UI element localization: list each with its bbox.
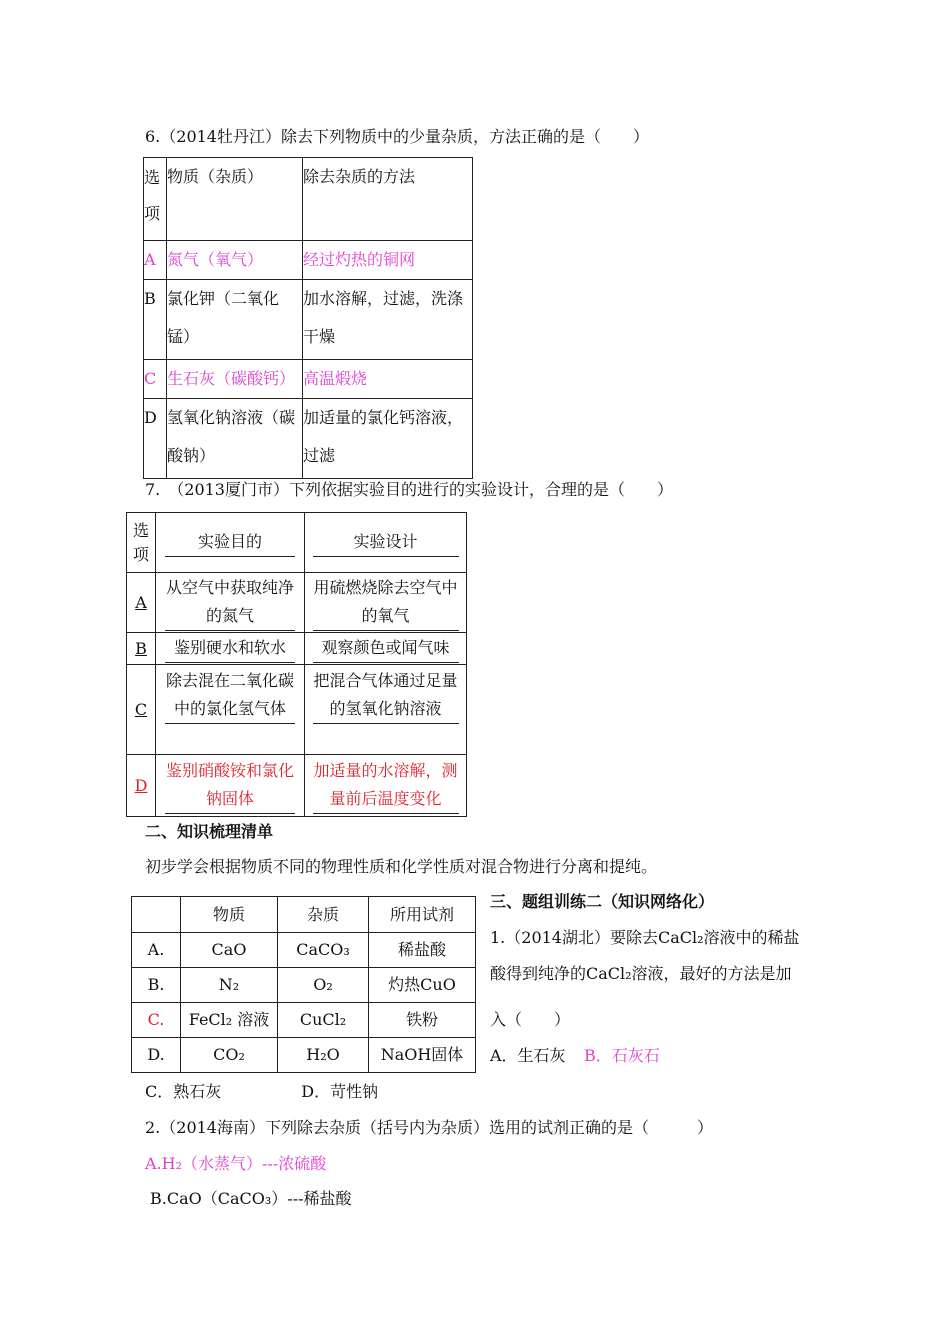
t3-row-b-impurity: O₂ [278, 968, 369, 1003]
s3-q1-option-a: A．生石灰 [490, 1046, 566, 1065]
t3-header-impurity: 杂质 [278, 897, 369, 933]
q7-row-c-purpose: 除去混在二氧化碳中的氯化氢气体 [165, 665, 295, 724]
q7-header-option: 选项 [127, 513, 156, 573]
q7-title: 7. （2013厦门市）下列依据实验目的进行的实验设计，合理的是（ ） [145, 480, 673, 499]
t3-row-d-substance: CO₂ [181, 1038, 278, 1073]
section3-heading: 三、题组训练二（知识网络化） [490, 892, 715, 911]
s3-q1-line2: 酸得到纯净的CaCl₂溶液，最好的方法是加 [490, 964, 792, 983]
q7-table [126, 512, 467, 817]
t3-header-substance: 物质 [181, 897, 278, 933]
t3-row-c-substance: FeCl₂ 溶液 [181, 1003, 278, 1038]
q7-row-c-option: C [134, 699, 148, 719]
t3-row-b-substance: N₂ [181, 968, 278, 1003]
q7-row-a-design: 用硫燃烧除去空气中的氧气 [313, 574, 459, 631]
s3-q1-line1: 1.（2014湖北）要除去CaCl₂溶液中的稀盐 [490, 928, 800, 947]
q2-option-b: B.CaO（CaCO₃）---稀盐酸 [150, 1189, 352, 1208]
q6-row-d-method: 加适量的氯化钙溶液，过滤 [303, 399, 473, 479]
s3-q1-option-cd: C．熟石灰 D．苛性钠 [145, 1082, 379, 1101]
q6-row-b-option: B [144, 280, 167, 360]
q6-header-method: 除去杂质的方法 [303, 158, 473, 241]
q6-row-c-method: 高温煅烧 [303, 360, 473, 399]
q7-row-d-design: 加适量的水溶解，测量前后温度变化 [313, 757, 459, 814]
s3-q1-line3: 入（ ） [490, 1010, 571, 1029]
q7-header-design: 实验设计 [313, 528, 459, 557]
q6-header-substance: 物质（杂质） [167, 158, 303, 241]
q7-row-b-design: 观察颜色或闻气味 [313, 634, 459, 663]
section2-heading: 二、知识梳理清单 [145, 822, 274, 841]
q7-row-c-design: 把混合气体通过足量的氢氧化钠溶液 [313, 665, 459, 724]
q6-row-d-option: D [144, 399, 167, 479]
t3-row-c-option: C. [132, 1003, 181, 1038]
t3-row-c-impurity: CuCl₂ [278, 1003, 369, 1038]
t3-row-a-impurity: CaCO₃ [278, 933, 369, 968]
t3-row-a-substance: CaO [181, 933, 278, 968]
q2-title: 2.（2014海南）下列除去杂质（括号内为杂质）选用的试剂正确的是（ ） [145, 1118, 713, 1137]
t3-row-c-reagent: 铁粉 [369, 1003, 476, 1038]
q6-row-a-substance: 氮气（氧气） [167, 241, 303, 280]
section2-text: 初步学会根据物质不同的物理性质和化学性质对混合物进行分离和提纯。 [145, 857, 658, 876]
q7-row-d-option: D [134, 775, 148, 795]
t3-header-blank [132, 897, 181, 933]
q6-row-b-substance: 氯化钾（二氧化锰） [167, 280, 303, 360]
t3-row-d-option: D. [132, 1038, 181, 1073]
q7-row-d-purpose: 鉴别硝酸铵和氯化钠固体 [165, 757, 295, 814]
q7-row-a-purpose: 从空气中获取纯净的氮气 [165, 574, 295, 631]
q6-row-c-substance: 生石灰（碳酸钙） [167, 360, 303, 399]
q6-header-option: 选项 [144, 158, 167, 241]
t3-row-a-option: A. [132, 933, 181, 968]
q6-row-a-method: 经过灼热的铜网 [303, 241, 473, 280]
q7-row-a-option: A [135, 592, 147, 612]
q6-row-b-method: 加水溶解，过滤，洗涤干燥 [303, 280, 473, 360]
t3-row-d-impurity: H₂O [278, 1038, 369, 1073]
impurity-table [131, 896, 476, 1073]
t3-row-a-reagent: 稀盐酸 [369, 933, 476, 968]
q6-table [143, 157, 473, 479]
t3-header-reagent: 所用试剂 [369, 897, 476, 933]
q6-row-a-option: A [144, 241, 167, 280]
q6-title: 6.（2014牡丹江）除去下列物质中的少量杂质，方法正确的是（ ） [145, 127, 649, 146]
s3-q1-option-b: B．石灰石 [584, 1046, 660, 1065]
q7-row-b-purpose: 鉴别硬水和软水 [165, 634, 295, 663]
t3-row-d-reagent: NaOH固体 [369, 1038, 476, 1073]
q7-header-purpose: 实验目的 [165, 528, 295, 557]
q2-option-a: A.H₂（水蒸气）---浓硫酸 [145, 1154, 327, 1173]
t3-row-b-option: B. [132, 968, 181, 1003]
q6-row-c-option: C [144, 360, 167, 399]
q6-row-d-substance: 氢氧化钠溶液（碳酸钠） [167, 399, 303, 479]
q7-row-b-option: B [135, 638, 147, 658]
t3-row-b-reagent: 灼热CuO [369, 968, 476, 1003]
